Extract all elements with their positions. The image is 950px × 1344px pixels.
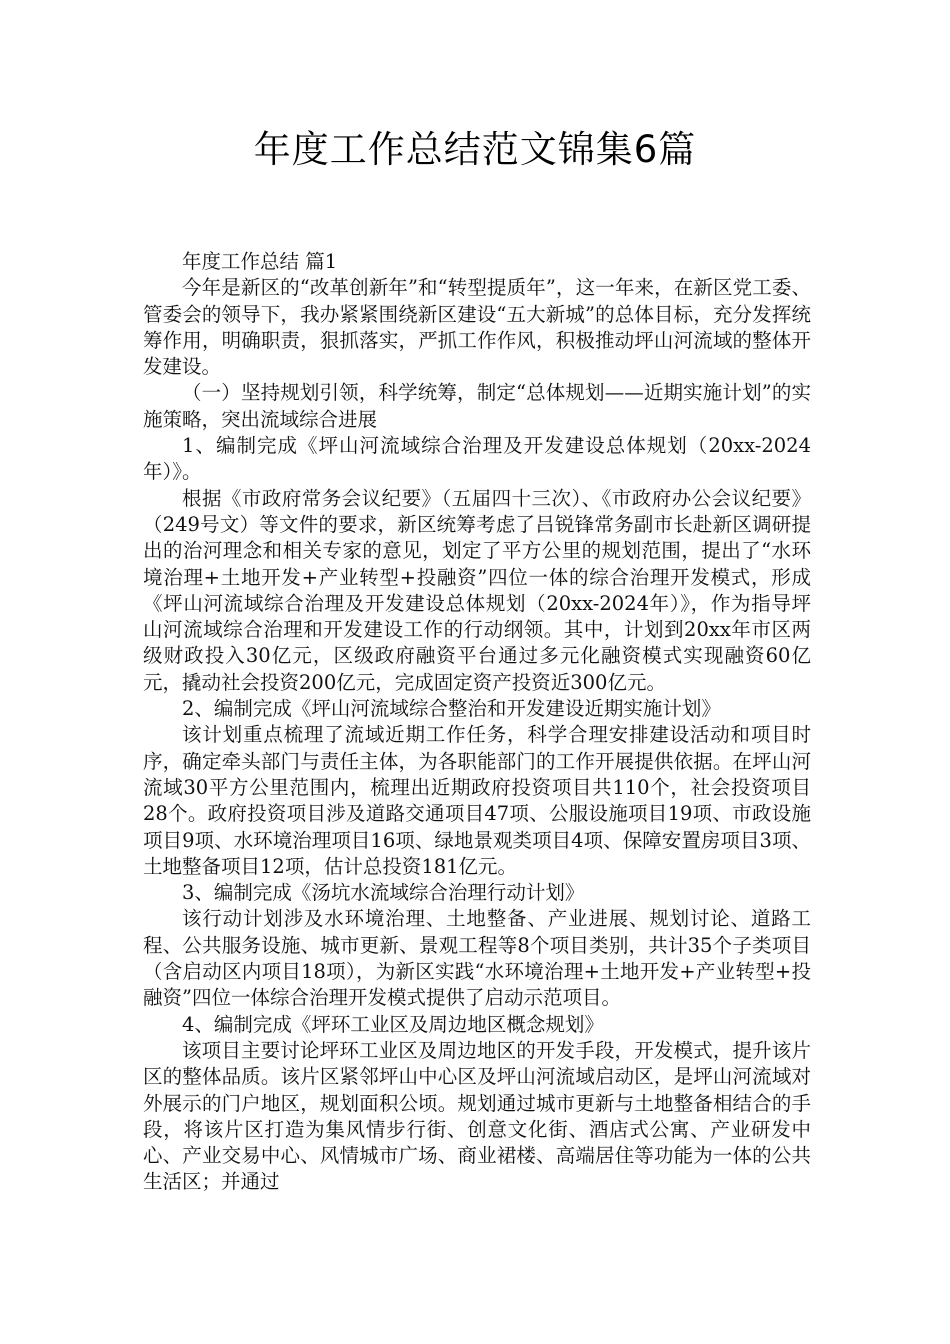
document-body: [143, 249, 811, 1196]
section-title: 年度工作总结 篇1: [182, 250, 338, 273]
item-heading-3: 3、编制完成《汤坑水流域综合治理行动计划》: [182, 881, 585, 905]
section-heading-1: （一）坚持规划引领，科学统筹，制定“总体规划——近期实施计划”的实施策略，突出流域综合进展: [143, 381, 811, 431]
body-paragraph: 该计划重点梳理了流域近期工作任务，科学合理安排建设活动和项目时序，确定牵头部门与责任主体，为各职能部门的工作开展提供依据。在坪山河流域30平方公里范围内，梳理出近期政府投资项目共110个，社会投资项目28个。政府投资项目涉及道路交通项目47项、公服设施项目19项、市政设施项目9项、水环境治理项目16项、绿地景观类项目4项、保障安置房项目3项、土地整备项目12项，估计总投资181亿元。: [143, 723, 811, 878]
body-paragraph: 该行动计划涉及水环境治理、土地整备、产业进展、规划讨论、道路工程、公共服务设施、城市更新、景观工程等8个项目类别，共计35个子类项目（含启动区内项目18项），为新区实践“水环境治理+土地开发+产业转型+投融资”四位一体综合治理开发模式提供了启动示范项目。: [143, 907, 811, 1010]
document-title: 年度工作总结范文锦集6篇: [253, 128, 697, 171]
item-heading-1: 1、编制完成《坪山河流域综合治理及开发建设总体规划（20xx-2024年）》。: [143, 434, 811, 484]
item-heading-4: 4、编制完成《坪环工业区及周边地区概念规划》: [182, 1012, 604, 1036]
intro-paragraph: 今年是新区的“改革创新年”和“转型提质年”，这一年来，在新区党工委、管委会的领导下，我办紧紧围绕新区建设“五大新城”的总体目标，充分发挥统筹作用，明确职责，狠抓落实，严抓工作作风，积极推动坪山河流域的整体开发建设。: [143, 276, 811, 379]
body-paragraph: 该项目主要讨论坪环工业区及周边地区的开发手段，开发模式，提升该片区的整体品质。该片区紧邻坪山中心区及坪山河流域启动区，是坪山河流域对外展示的门户地区，规划面积公顷。规划通过城市更新与土地整备相结合的手段，将该片区打造为集风情步行街、创意文化街、酒店式公寓、产业研发中心、产业交易中心、风情城市广场、商业裙楼、高端居住等功能为一体的公共生活区；并通过: [143, 1038, 811, 1194]
body-paragraph: 根据《市政府常务会议纪要》（五届四十三次）、《市政府办公会议纪要》（249号文）等文件的要求，新区统筹考虑了吕锐锋常务副市长赴新区调研提出的治河理念和相关专家的意见，划定了平方公里的规划范围，提出了“水环境治理+土地开发+产业转型+投融资”四位一体的综合治理开发模式，形成《坪山河流域综合治理及开发建设总体规划（20xx-2024年）》，作为指导坪山河流域综合治理和开发建设工作的行动纲领。其中，计划到20xx年市区两级财政投入30亿元，区级政府融资平台通过多元化融资模式实现融资60亿元，撬动社会投资200亿元，完成固定资产投资近300亿元。: [143, 486, 811, 694]
item-heading-2: 2、编制完成《坪山河流域综合整治和开发建设近期实施计划》: [182, 697, 721, 721]
